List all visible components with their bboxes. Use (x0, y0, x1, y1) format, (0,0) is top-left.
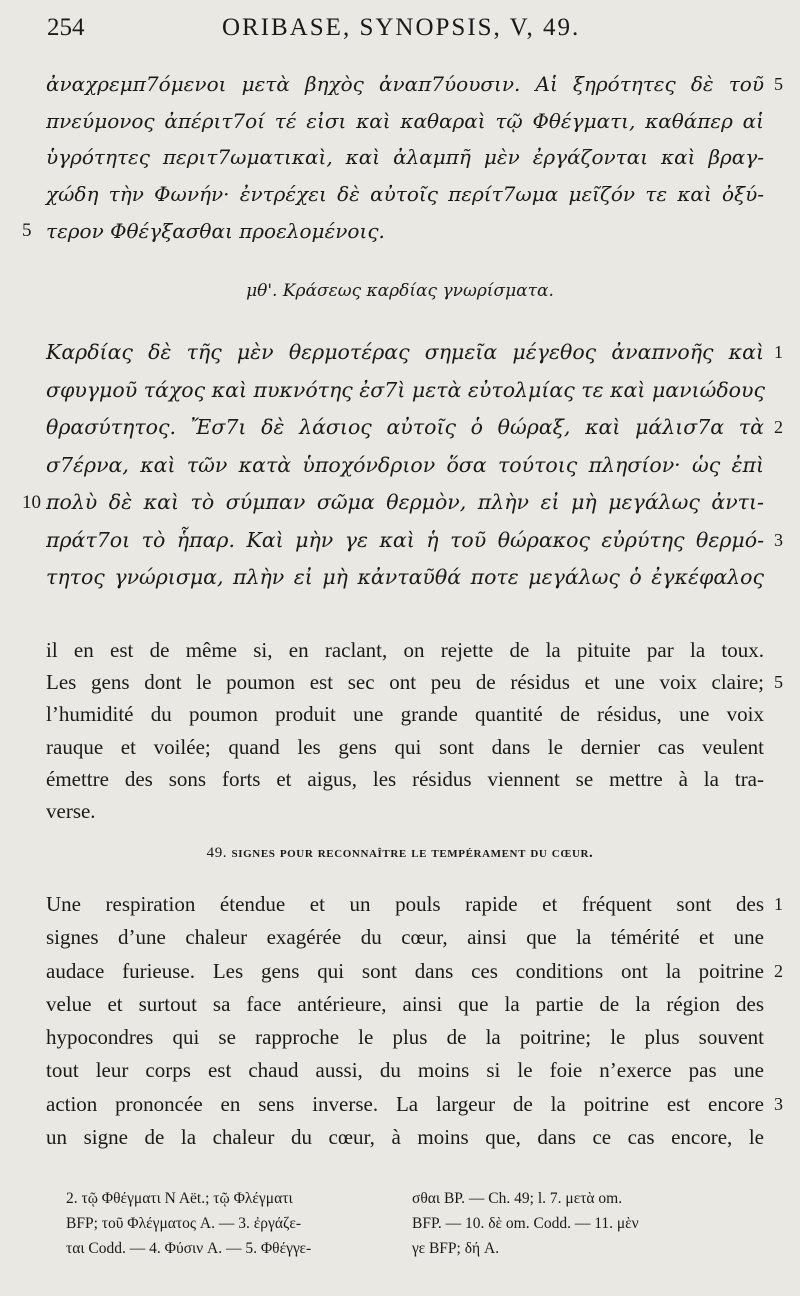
text-line (46, 447, 764, 485)
line-text: τητος γνώρισμα, πλὴν εἰ μὴ κἀνταῦθά ποτε μεγάλως ὁ ἐγκέφαλος (46, 565, 764, 589)
text-line (46, 559, 764, 597)
text-line (46, 666, 783, 698)
text-line (46, 409, 783, 447)
line-text: πνεύμονος ἀπέριτ7οί τέ εἰσι καὶ καθαραὶ τῷ Φθέγματι, καθάπερ αἱ (46, 108, 764, 133)
text-line (46, 1021, 764, 1054)
greek-text-continuation (22, 66, 783, 249)
line-text: Une respiration étendue et un pouls rapide et fréquent sont des (46, 892, 764, 916)
footnote-line: σθαι BP. — Ch. 49; l. 7. μετὰ om. (412, 1190, 623, 1207)
margin-line-number: 2 (774, 960, 783, 981)
line-text: verse. (46, 798, 96, 823)
line-text: Καρδίας δὲ τῆς μὲν θερμοτέρας σημεῖα μέγεθος ἀναπνοῆς καὶ (46, 340, 764, 364)
text-line (46, 731, 764, 763)
footnotes-right-column (412, 1186, 742, 1261)
left-line-number: 10 (22, 492, 41, 513)
margin-line-number: 3 (774, 1093, 783, 1114)
line-text: πολὺ δὲ καὶ τὸ σύμπαν σῶμα θερμὸν, πλὴν εἰ μὴ μεγάλως ἀντι- (46, 490, 764, 514)
chapter-number: 49. (206, 845, 228, 861)
footnote-line: BFP; τοῦ Φλέγματος A. — 3. ἐργάζε- (66, 1215, 302, 1232)
page-number: 254 (47, 14, 85, 41)
text-line (22, 213, 764, 250)
line-text: émettre des sons forts et aigus, les résidus viennent se mettre à la tra- (46, 766, 764, 791)
line-text: ὑγρότητες περιτ7ωματικαὶ, καὶ ἀλαμπῆ μὲν ἐργάζονται καὶ βραγ- (46, 145, 764, 170)
text-line (46, 1088, 783, 1121)
greek-chapter-text (22, 334, 783, 597)
chapter-title: signes pour reconnaître le tempérament du cœur. (231, 845, 594, 861)
text-line (46, 795, 764, 827)
footnote-line: BFP. — 10. δὲ om. Codd. — 11. μὲν (412, 1215, 639, 1232)
french-text-continuation (46, 634, 783, 827)
margin-line-number: 1 (774, 894, 783, 914)
line-text: audace furieuse. Les gens qui sont dans ces conditions ont la poitrine (46, 958, 764, 983)
footnote-line: γε BFP; δή A. (412, 1240, 500, 1257)
french-chapter-text (46, 888, 783, 1154)
text-line (46, 372, 764, 410)
margin-line-number: 2 (774, 417, 783, 437)
line-text: σ7έρνα, καὶ τῶν κατὰ ὑποχόνδριον ὅσα τούτοις πλησίον· ὡς ἐπὶ (46, 452, 764, 477)
footnote-line: 2. τῷ Φθέγματι N Aët.; τῷ Φλέγματι (66, 1190, 293, 1207)
page-header (47, 14, 760, 50)
footnotes-left-column (66, 1186, 396, 1261)
margin-line-number: 3 (774, 529, 783, 550)
text-line (46, 634, 764, 666)
line-text: Les gens dont le poumon est sec ont peu de résidus et une voix claire; (46, 670, 764, 695)
text-line (46, 66, 783, 103)
line-text: il en est de même si, en raclant, on rejette de la pituite par la toux. (46, 638, 764, 662)
text-line (46, 763, 764, 795)
line-text: τερον Φθέγξασθαι προελομένοις. (46, 218, 385, 243)
text-line (46, 888, 783, 921)
text-line (46, 955, 783, 988)
footnote-line: ται Codd. — 4. Φύσιν A. — 5. Φθέγγε- (66, 1240, 312, 1257)
greek-chapter-heading: μθ'. Κράσεως καρδίας γνωρίσματα. (246, 281, 554, 301)
text-line (46, 921, 764, 954)
line-text: χώδη τὴν Φωνήν· ἐντρέχει δὲ αὐτοῖς περίτ7ωμα μεῖζόν τε καὶ ὀξύ- (46, 182, 764, 207)
text-line (22, 484, 764, 522)
footnotes (66, 1186, 766, 1266)
line-text: θρασύτητος. Ἔσ7ι δὲ λάσιος αὐτοῖς ὁ θώραξ, καὶ μάλισ7α τὰ (46, 415, 764, 439)
text-line (46, 103, 764, 140)
text-line (46, 1054, 764, 1087)
text-line (46, 1121, 764, 1154)
text-line (46, 522, 783, 560)
line-text: un signe de la chaleur du cœur, à moins que, dans ce cas encore, le (46, 1125, 764, 1150)
text-line (46, 139, 764, 176)
text-line (46, 988, 764, 1021)
left-line-number: 5 (22, 219, 32, 241)
line-text: action prononcée en sens inverse. La largeur de la poitrine est encore (46, 1091, 764, 1116)
running-title: ORIBASE, SYNOPSIS, V, 49. (222, 14, 581, 41)
line-text: rauque et voilée; quand les gens qui sont dans le dernier cas veulent (46, 734, 764, 759)
margin-line-number: 1 (774, 342, 783, 362)
french-chapter-heading (0, 845, 800, 862)
line-text: πράτ7οι τὸ ἧπαρ. Καὶ μὴν γε καὶ ἡ τοῦ θώρακος εὐρύτης θερμό- (46, 527, 764, 552)
text-line (46, 176, 764, 213)
line-text: l’humidité du poumon produit une grande quantité de résidus, une voix (46, 702, 764, 727)
line-text: velue et surtout sa face antérieure, ainsi que la partie de la région des (46, 991, 764, 1016)
text-line (46, 334, 783, 372)
margin-line-number: 5 (774, 74, 783, 94)
line-text: ἀναχρεμπ7όμενοι μετὰ βηχὸς ἀναπ7ύουσιν. Αἱ ξηρότητες δὲ τοῦ (46, 72, 764, 96)
line-text: hypocondres qui se rapproche le plus de la poitrine; le plus souvent (46, 1025, 764, 1050)
line-text: tout leur corps est chaud aussi, du moins si le foie n’exerce pas une (46, 1058, 764, 1083)
line-text: signes d’une chaleur exagérée du cœur, ainsi que la témérité et une (46, 925, 764, 950)
margin-line-number: 5 (774, 672, 783, 693)
line-text: σφυγμοῦ τάχος καὶ πυκνότης ἐσ7ὶ μετὰ εὐτολμίας τε καὶ μανιώδους (46, 377, 765, 402)
text-line (46, 698, 764, 730)
